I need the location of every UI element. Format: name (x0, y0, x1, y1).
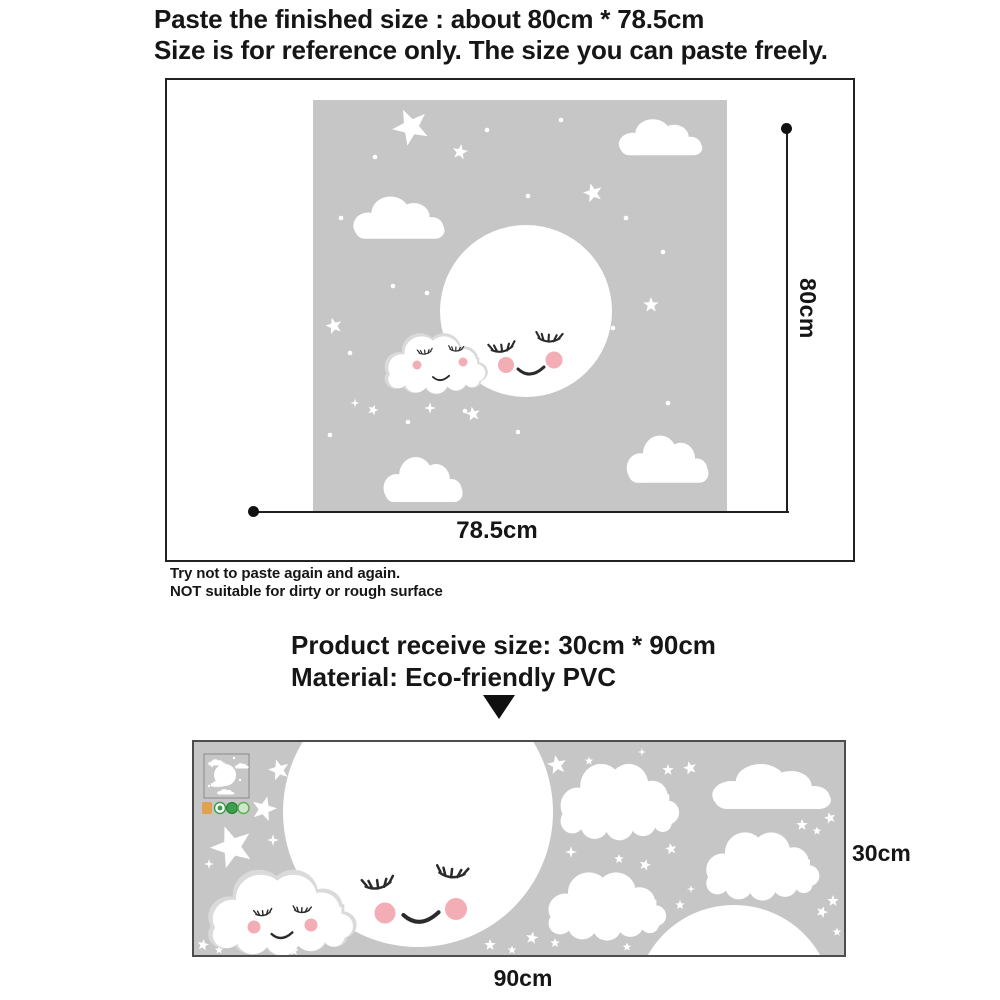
height-dimension-label: 80cm (795, 278, 821, 339)
star-icon (823, 811, 837, 824)
cheek (445, 898, 467, 920)
sheet-width-label: 90cm (493, 965, 553, 991)
cloud-icon (549, 872, 667, 940)
star-icon (813, 827, 822, 835)
star-icon (585, 757, 594, 765)
header-line1: Paste the finished size : about 80cm * 78.5cm (154, 4, 705, 34)
star-icon (675, 900, 685, 909)
dimension-endpoint-dot (781, 123, 792, 134)
star-icon (614, 854, 624, 863)
star-icon (546, 754, 568, 775)
cloud-icon (706, 832, 819, 900)
star-icon (550, 938, 560, 947)
right-clouds (549, 764, 834, 955)
usage-notes (170, 565, 443, 601)
note-line2: NOT suitable for dirty or rough surface (170, 583, 443, 600)
star-icon (662, 764, 673, 775)
sticker-artwork-square (313, 100, 727, 511)
cheek (375, 903, 396, 924)
product-material-line: Material: Eco-friendly PVC (291, 662, 617, 692)
product-size-line: Product receive size: 30cm * 90cm (291, 630, 716, 660)
star-icon (815, 904, 829, 918)
cloud-icon (561, 764, 680, 840)
green-cert-icon (227, 803, 238, 814)
sparkle-icon (687, 885, 695, 893)
cheek (459, 358, 468, 367)
sticker-sheet-panel (192, 740, 846, 957)
cheek (546, 352, 563, 369)
height-dimension-line (786, 128, 788, 512)
star-icon (249, 793, 279, 822)
star-icon (525, 931, 539, 945)
width-dimension-label: 78.5cm (456, 517, 538, 544)
dimension-endpoint-dot (248, 506, 259, 517)
star-icon (623, 943, 632, 951)
orange-logo-icon (202, 802, 212, 814)
green-cert-icon (238, 803, 249, 814)
cloud-icon (712, 764, 831, 809)
cheek (248, 921, 261, 934)
cheek (498, 357, 514, 373)
size-diagram-box (165, 78, 855, 562)
star-icon (197, 938, 210, 951)
cert-icons (202, 802, 249, 814)
product-info (291, 629, 716, 693)
star-icon (664, 842, 677, 855)
star-icon (205, 819, 258, 871)
header-line2: Size is for reference only. The size you can paste freely. (154, 35, 828, 65)
sparkle-icon (204, 859, 214, 869)
star-icon (638, 858, 652, 871)
sheet-height-label: 30cm (852, 840, 911, 866)
sparkle-icon (267, 834, 279, 846)
width-dimension-line (253, 511, 789, 513)
star-icon (827, 895, 838, 906)
down-arrow-icon (483, 695, 515, 719)
star-icon (833, 928, 842, 936)
sticker-sheet-art (194, 742, 844, 955)
star-icon (796, 819, 807, 830)
thumbnail (204, 754, 249, 798)
note-line1: Try not to paste again and again. (170, 565, 401, 582)
star-icon (484, 939, 495, 950)
star-icon (682, 760, 698, 776)
sparkle-icon (565, 846, 577, 858)
header-text (154, 4, 828, 66)
cheek (305, 919, 318, 932)
cheek (413, 361, 422, 370)
star-icon (508, 946, 517, 954)
sparkle-icon (638, 748, 646, 756)
